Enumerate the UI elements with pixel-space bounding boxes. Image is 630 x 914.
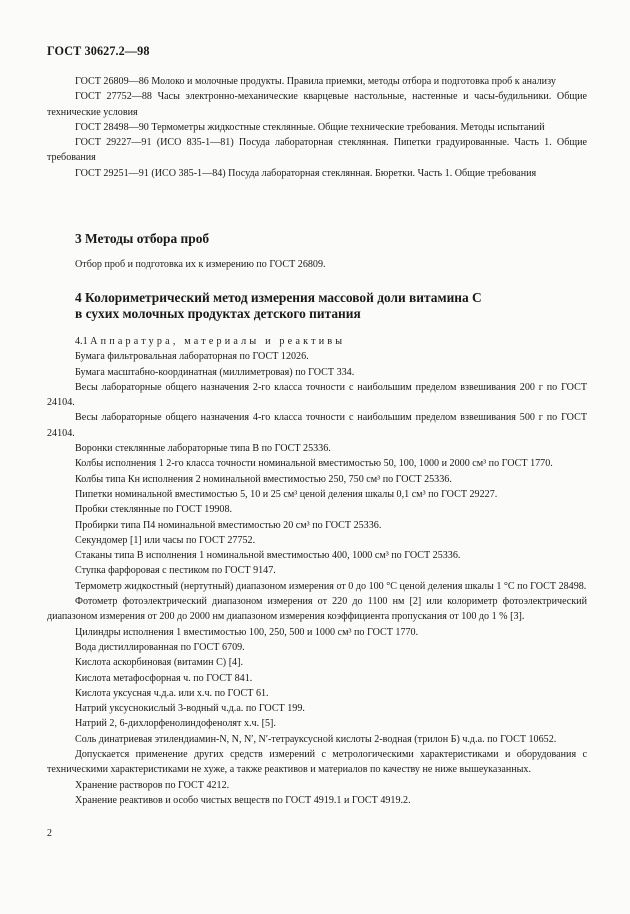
reference-item: ГОСТ 29251—91 (ИСО 385-1—84) Посуда лабораторная стеклянная. Бюретки. Часть 1. Общие требования	[75, 167, 537, 179]
equipment-item: Пипетки номинальной вместимостью 5, 10 и 25 см³ ценой деления шкалы 0,1 см³ по ГОСТ 29227.	[75, 488, 498, 500]
section-3-text: Отбор проб и подготовка их к измерению по ГОСТ 26809.	[75, 259, 326, 270]
reagent-item: Натрий уксуснокислый 3-водный ч.д.а. по ГОСТ 199.	[75, 703, 305, 715]
equipment-item: Воронки стеклянные лабораторные типа В по ГОСТ 25336.	[75, 443, 331, 455]
reference-item: ГОСТ 28498—90 Термометры жидкостные стеклянные. Общие технические требования. Методы испытаний	[75, 121, 545, 133]
equipment-item: Бумага масштабно-координатная (миллиметровая) по ГОСТ 334.	[75, 366, 355, 378]
equipment-item: Пробки стеклянные по ГОСТ 19908.	[75, 504, 233, 516]
subsection-number: 4.1	[75, 336, 88, 347]
reagent-item: Кислота аскорбиновая (витамин С) [4].	[75, 657, 243, 669]
section-4-body	[47, 334, 587, 808]
section-4-heading	[75, 290, 575, 322]
reagent-item: Вода дистиллированная по ГОСТ 6709.	[75, 641, 245, 653]
section-4-title-line1: 4 Колориметрический метод измерения массовой доли витамина С	[75, 290, 482, 305]
equipment-item: Колбы исполнения 1 2-го класса точности номинальной вместимостью 50, 100, 1000 и 2000 см³ по ГОСТ 1770.	[75, 458, 553, 470]
equipment-item: Стаканы типа В исполнения 1 номинальной вместимостью 400, 1000 см³ по ГОСТ 25336.	[75, 550, 461, 562]
reagent-item: Натрий 2, 6-дихлорфенолиндофенолят х.ч. [5].	[75, 718, 276, 730]
reagent-item: Соль динатриевая этилендиамин-N, N, N′, N′-тетрауксусной кислоты 2-водная (трилон Б) ч.д.а. по ГОСТ 10652.	[75, 733, 557, 745]
equipment-item: Ступка фарфоровая с пестиком по ГОСТ 9147.	[75, 565, 276, 577]
reference-item: ГОСТ 27752—88 Часы электронно-механические кварцевые настольные, настенные и часы-будильники. Общие технические условия	[47, 91, 587, 118]
section-4-title-line2: в сухих молочных продуктах детского питания	[75, 306, 361, 321]
storage-item: Хранение реактивов и особо чистых веществ по ГОСТ 4919.1 и ГОСТ 4919.2.	[75, 794, 411, 806]
subsection-title: Аппаратура, материалы и реактивы	[90, 336, 346, 347]
equipment-item: Пробирки типа П4 номинальной вместимостью 20 см³ по ГОСТ 25336.	[75, 519, 382, 531]
equipment-item: Секундомер [1] или часы по ГОСТ 27752.	[75, 534, 256, 546]
equipment-item: Колбы типа Кн исполнения 2 номинальной вместимостью 250, 750 см³ по ГОСТ 25336.	[75, 473, 452, 485]
normative-references	[47, 74, 587, 181]
section-3-body	[47, 257, 587, 272]
section-3-heading: 3 Методы отбора проб	[75, 231, 210, 246]
equipment-item: Бумага фильтровальная лабораторная по ГОСТ 12026.	[75, 351, 309, 363]
equipment-item: Весы лабораторные общего назначения 2-го класса точности с наибольшим пределом взвешивания 200 г по ГОСТ 24104.	[47, 381, 587, 409]
running-header: ГОСТ 30627.2—98	[47, 44, 150, 58]
reagent-item: Кислота уксусная ч.д.а. или х.ч. по ГОСТ 61.	[75, 687, 269, 699]
page-number: 2	[47, 828, 52, 839]
note-paragraph: Допускается применение других средств измерений с метрологическими характеристиками и оборудования с техническими характеристиками не хуже, а также реактивов и материалов по качеству не ниже вышеуказанных.	[47, 749, 587, 776]
reference-item: ГОСТ 29227—91 (ИСО 835-1—81) Посуда лабораторная стеклянная. Пипетки градуированные. Часть 1. Общие требования	[47, 137, 587, 164]
storage-item: Хранение растворов по ГОСТ 4212.	[75, 779, 230, 791]
subsection-heading	[47, 334, 587, 349]
reference-item: ГОСТ 26809—86 Молоко и молочные продукты. Правила приемки, методы отбора и подготовка проб к анализу	[75, 76, 556, 87]
equipment-item: Цилиндры исполнения 1 вместимостью 100, 250, 500 и 1000 см³ по ГОСТ 1770.	[75, 626, 419, 638]
equipment-item: Термометр жидкостный (нертутный) диапазоном измерения от 0 до 100 °С ценой деления шкалы 1 °С по ГОСТ 28498.	[75, 580, 587, 592]
equipment-item: Фотометр фотоэлектрический диапазоном измерения от 220 до 1100 нм [2] или колориметр фотоэлектрический диапазоном измерения от 200 до 2000 нм диапазоном измерения коэффициента пропускания от 100 до 1 % [3].	[47, 596, 587, 623]
reagent-item: Кислота метафосфорная ч. по ГОСТ 841.	[75, 672, 253, 684]
equipment-item: Весы лабораторные общего назначения 4-го класса точности с наибольшим пределом взвешивания 500 г по ГОСТ 24104.	[47, 412, 587, 439]
